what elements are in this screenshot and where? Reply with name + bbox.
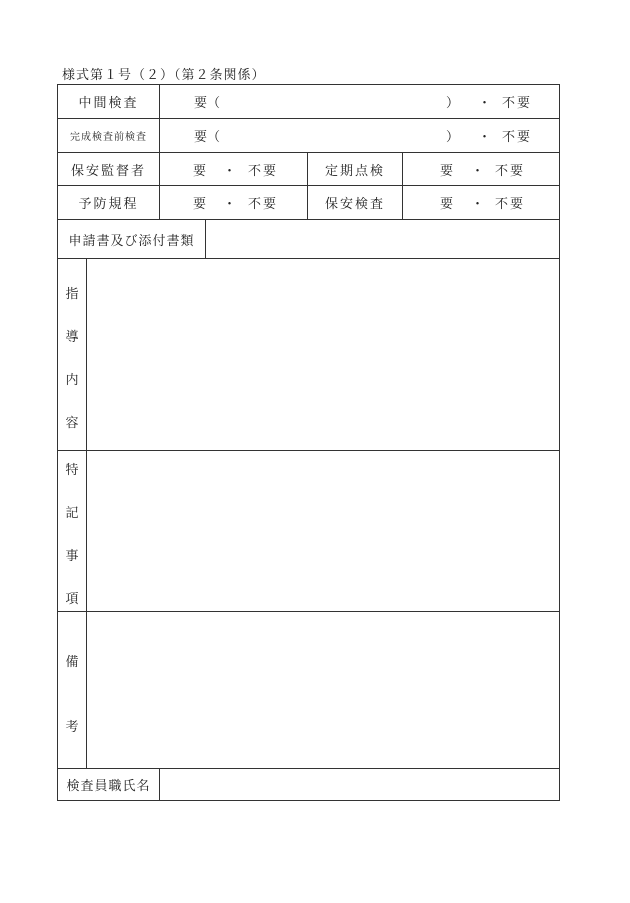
- application-documents-field[interactable]: [205, 220, 559, 258]
- security-supervisor-label: 保安監督者: [70, 163, 146, 179]
- pre-completion-inspection-label: 完成検査前検査: [70, 132, 147, 143]
- periodic-inspection-required-option[interactable]: 要: [440, 163, 454, 179]
- prevention-rules-value-cell[interactable]: [159, 186, 307, 219]
- pre-completion-value-cell[interactable]: [159, 119, 559, 152]
- periodic-inspection-not-required-option[interactable]: 不要: [495, 163, 526, 179]
- row-interim-inspection: [58, 85, 559, 118]
- special-notes-label-char: 記: [65, 506, 79, 521]
- prevention-rules-separator-dot: ・: [223, 197, 237, 212]
- security-inspection-value-cell[interactable]: [402, 186, 559, 219]
- interim-separator-dot: ・: [478, 96, 492, 111]
- remarks-label: [58, 612, 87, 768]
- periodic-inspection-label: 定期点検: [307, 153, 402, 185]
- remarks-label-char: 考: [65, 720, 79, 735]
- guidance-label-char: 容: [65, 416, 79, 431]
- interim-inspection-value-cell[interactable]: [159, 85, 559, 118]
- guidance-label-char: 導: [65, 330, 79, 345]
- inspector-name-label: 検査員職氏名: [66, 779, 151, 794]
- pre-completion-not-required-option[interactable]: 不要: [502, 130, 533, 145]
- special-notes-field[interactable]: [87, 451, 559, 611]
- row-inspector-name: [58, 768, 559, 800]
- row-pre-completion-inspection: [58, 118, 559, 152]
- inspector-name-field[interactable]: [159, 769, 559, 800]
- guidance-label-char: 内: [65, 373, 79, 388]
- row-prevention-security: [58, 185, 559, 219]
- remarks-label-char: 備: [65, 655, 79, 670]
- interim-required-option[interactable]: 要（: [194, 96, 221, 111]
- interim-inspection-label: 中間検査: [78, 96, 139, 111]
- periodic-inspection-value-cell[interactable]: [402, 153, 559, 185]
- guidance-content-field[interactable]: [87, 259, 559, 450]
- application-documents-label: 申請書及び添付書類: [68, 233, 195, 249]
- row-special-notes: [58, 450, 559, 611]
- row-guidance-content: [58, 258, 559, 450]
- security-supervisor-not-required-option[interactable]: 不要: [248, 163, 279, 179]
- remarks-field[interactable]: [87, 612, 559, 768]
- security-inspection-not-required-option[interactable]: 不要: [495, 197, 526, 212]
- guidance-label-char: 指: [65, 287, 79, 302]
- special-notes-label-char: 特: [65, 463, 79, 478]
- security-supervisor-value-cell[interactable]: [159, 153, 307, 185]
- prevention-rules-label: 予防規程: [78, 197, 139, 212]
- interim-close-paren: ）: [446, 96, 460, 111]
- pre-completion-required-option[interactable]: 要（: [194, 130, 221, 145]
- row-application-documents: [58, 219, 559, 258]
- guidance-content-label: [58, 259, 87, 450]
- prevention-rules-not-required-option[interactable]: 不要: [248, 197, 279, 212]
- security-inspection-separator-dot: ・: [471, 197, 485, 212]
- security-inspection-required-option[interactable]: 要: [440, 197, 454, 212]
- pre-completion-close-paren: ）: [446, 130, 460, 145]
- pre-completion-separator-dot: ・: [478, 130, 492, 145]
- special-notes-label-char: 項: [65, 592, 79, 607]
- prevention-rules-required-option[interactable]: 要: [193, 197, 207, 212]
- interim-not-required-option[interactable]: 不要: [502, 96, 533, 111]
- periodic-inspection-separator-dot: ・: [471, 163, 485, 179]
- security-inspection-label: 保安検査: [307, 186, 402, 219]
- special-notes-label-char: 事: [65, 549, 79, 564]
- row-supervisor-periodic: [58, 152, 559, 185]
- inspection-form-table: [57, 84, 560, 801]
- security-supervisor-separator-dot: ・: [223, 163, 237, 179]
- special-notes-label: [58, 451, 87, 611]
- security-supervisor-required-option[interactable]: 要: [193, 163, 207, 179]
- form-caption: 様式第１号（２）（第２条関係）: [62, 68, 266, 83]
- row-remarks: [58, 611, 559, 768]
